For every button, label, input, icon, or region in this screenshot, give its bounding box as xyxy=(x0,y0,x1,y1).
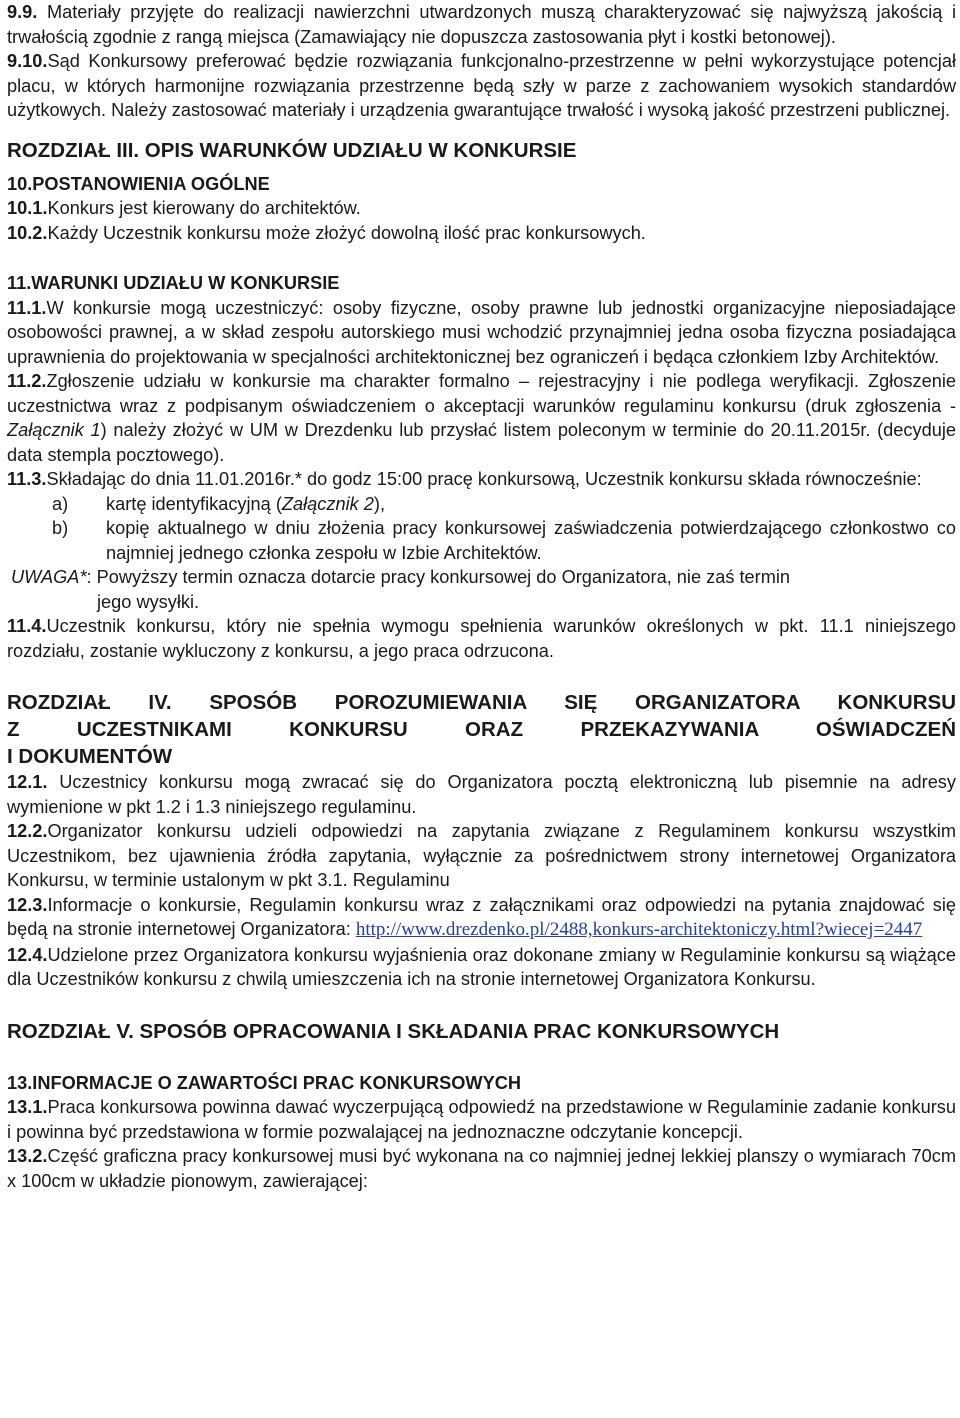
chapter-4-heading-line-1: ROZDZIAŁ IV. SPOSÓB POROZUMIEWANIA SIĘ ORGANIZATORA KONKURSU xyxy=(7,691,956,714)
section-11-2 xyxy=(7,369,956,467)
section-text: ) należy złożyć w UM w Drezdenku lub przysłać listem poleconym w terminie do 20.11.2015r. (decyduje data stempla pocztowego). xyxy=(7,420,956,465)
section-11-4 xyxy=(7,614,956,663)
regulations-link[interactable]: http://www.drezdenko.pl/2488,konkurs-architektoniczy.html?wiecej=2447 xyxy=(355,919,923,940)
list-text-part: ), xyxy=(373,493,386,514)
section-12-1 xyxy=(7,770,956,819)
section-text: Uczestnik konkursu, który nie spełnia wymogu spełnienia warunków określonych w pkt. 11.1 niniejszego rozdziału, zostanie wykluczony z konkursu, a jego praca odrzucona. xyxy=(7,616,956,661)
section-12-2 xyxy=(7,819,956,893)
section-text: Zgłoszenie udziału w konkursie ma charakter formalno – rejestracyjny i nie podlega weryfikacji. Zgłoszenie uczestnictwa wraz z podpisanym oświadczeniem o akceptacji warunków regulaminu konkursu (druk zgłoszenia - xyxy=(7,371,956,416)
section-number: 10.2. xyxy=(7,222,48,243)
section-text: Praca konkursowa powinna dawać wyczerpującą odpowiedź na przedstawione w Regulaminie zadanie konkursu i powinna być przedstawiona w formie pozwalającej na jednoznaczne odczytanie koncepcji. xyxy=(7,1097,956,1142)
section-number: 9.9. xyxy=(7,2,38,22)
section-number: 12.2. xyxy=(7,821,48,841)
attachment-reference: Załącznik 2 xyxy=(281,493,374,514)
list-item-text: kopię aktualnego w dniu złożenia pracy konkursowej zaświadczenia potwierdzającego członkostwo co najmniej jednego członka zespołu w Izbie Architektów. xyxy=(106,518,956,563)
section-10-heading: 10.POSTANOWIENIA OGÓLNE xyxy=(7,173,270,194)
section-text: Uczestnicy konkursu mogą zwracać się do Organizatora pocztą elektroniczną lub pisemnie na adresy wymienione w pkt 1.2 i 1.3 niniejszego regulaminu. xyxy=(7,772,956,817)
deadline-note-continuation: jego wysyłki. xyxy=(97,591,200,612)
section-number: 9.10. xyxy=(7,51,48,71)
section-12-3 xyxy=(7,893,956,943)
section-number: 12.3. xyxy=(7,894,48,915)
section-number: 11.3. xyxy=(7,469,47,489)
spacer xyxy=(7,992,956,1018)
section-text: Część graficzna pracy konkursowej musi być wykonana na co najmniej jednej lekkiej planszy o wymiarach 70cm x 100cm w układzie pionowym, zawierającej: xyxy=(7,1146,956,1191)
chapter-4-heading-line-2: Z UCZESTNIKAMI KONKURSU ORAZ PRZEKAZYWANIA OŚWIADCZEŃ xyxy=(7,718,956,741)
list-item-b xyxy=(7,516,956,565)
section-11-heading: 11.WARUNKI UDZIAŁU W KONKURSIE xyxy=(7,273,340,293)
section-11-3 xyxy=(7,467,956,492)
section-text: Materiały przyjęte do realizacji nawierzchni utwardzonych muszą charakteryzować się najwyższą jakością i trwałością zgodnie z rangą miejsca (Zamawiający nie dopuszcza zastosowania płyt i kostki betonowej). xyxy=(7,2,956,47)
section-text: Organizator konkursu udzieli odpowiedzi na zapytania związane z Regulaminem konkursu wszystkim Uczestnikom, bez ujawnienia źródła zapytania, wyłącznie za pośrednictwem strony internetowej Organizatora Konkursu, w terminie ustalonym w pkt 3.1. Regulaminu xyxy=(7,821,956,890)
section-text: Informacje o konkursie, Regulamin konkursu wraz z załącznikami oraz odpowiedzi na pytania znajdować się będą na stronie internetowej Organizatora: xyxy=(7,894,956,939)
section-number: 11.2. xyxy=(7,371,47,391)
chapter-4-heading-line-3: I DOKUMENTÓW xyxy=(7,745,173,768)
section-9-10 xyxy=(7,49,956,123)
note-text: : Powyższy termin oznacza dotarcie pracy konkursowej do Organizatora, nie zaś termin xyxy=(86,567,791,587)
spacer xyxy=(7,663,956,689)
section-number: 12.4. xyxy=(7,944,48,965)
section-number: 13.2. xyxy=(7,1146,48,1166)
deadline-note xyxy=(7,565,956,590)
section-number: 11.4. xyxy=(7,616,47,636)
chapter-3-heading: ROZDZIAŁ III. OPIS WARUNKÓW UDZIAŁU W KONKURSIE xyxy=(7,138,577,162)
section-11-1 xyxy=(7,296,956,370)
section-number: 10.1. xyxy=(7,198,48,218)
section-number: 11.1. xyxy=(7,297,47,318)
section-text: W konkursie mogą uczestniczyć: osoby fizyczne, osoby prawne lub jednostki organizacyjne nieposiadające osobowości prawnej, a w skład zespołu autorskiego musi wchodzić przynajmniej jedna osoba fizyczna posiadająca uprawnienia do projektowania w specjalności architektonicznej bez ograniczeń i będąca członkiem Izby Architektów. xyxy=(7,297,956,367)
spacer xyxy=(7,164,956,172)
section-12-4 xyxy=(7,943,956,992)
section-text: Każdy Uczestnik konkursu może złożyć dowolną ilość prac konkursowych. xyxy=(47,222,646,243)
spacer xyxy=(7,123,956,137)
list-text-part: kartę identyfikacyjną ( xyxy=(106,493,282,514)
list-item-a xyxy=(7,492,956,517)
section-number: 12.1. xyxy=(7,772,48,792)
section-13-2 xyxy=(7,1144,956,1193)
spacer xyxy=(7,1045,956,1071)
section-10-1 xyxy=(7,196,956,221)
list-marker: b) xyxy=(52,518,69,538)
chapter-5-heading: ROZDZIAŁ V. SPOSÓB OPRACOWANIA I SKŁADANIA PRAC KONKURSOWYCH xyxy=(7,1019,780,1043)
section-text: Konkurs jest kierowany do architektów. xyxy=(47,198,361,218)
section-text: Sąd Konkursowy preferować będzie rozwiązania funkcjonalno-przestrzenne w pełni wykorzystujące potencjał placu, w których harmonijne rozwiązania przestrzenne będą szły w parze z zachowaniem wysokich standardów użytkowych. Należy zastosować materiały i urządzenia gwarantujące trwałość i wysoką jakość przestrzeni publicznej. xyxy=(7,51,956,120)
section-number: 13.1. xyxy=(7,1097,48,1117)
list-marker: a) xyxy=(52,493,69,514)
attachment-reference: Załącznik 1 xyxy=(7,420,101,440)
section-13-heading: 13.INFORMACJE O ZAWARTOŚCI PRAC KONKURSOWYCH xyxy=(7,1072,521,1093)
spacer xyxy=(7,245,956,271)
section-text: Udzielone przez Organizatora konkursu wyjaśnienia oraz dokonane zmiany w Regulaminie konkursu są wiążące dla Uczestników konkursu z chwilą umieszczenia ich na stronie internetowej Organizatora Konkursu. xyxy=(7,944,956,989)
section-13-1 xyxy=(7,1095,956,1144)
note-label: UWAGA* xyxy=(11,567,87,587)
list-item-text xyxy=(106,492,956,517)
section-9-9 xyxy=(7,0,956,49)
section-10-2 xyxy=(7,221,956,246)
section-text: Składając do dnia 11.01.2016r.* do godz 15:00 pracę konkursową, Uczestnik konkursu składa równocześnie: xyxy=(46,469,922,489)
